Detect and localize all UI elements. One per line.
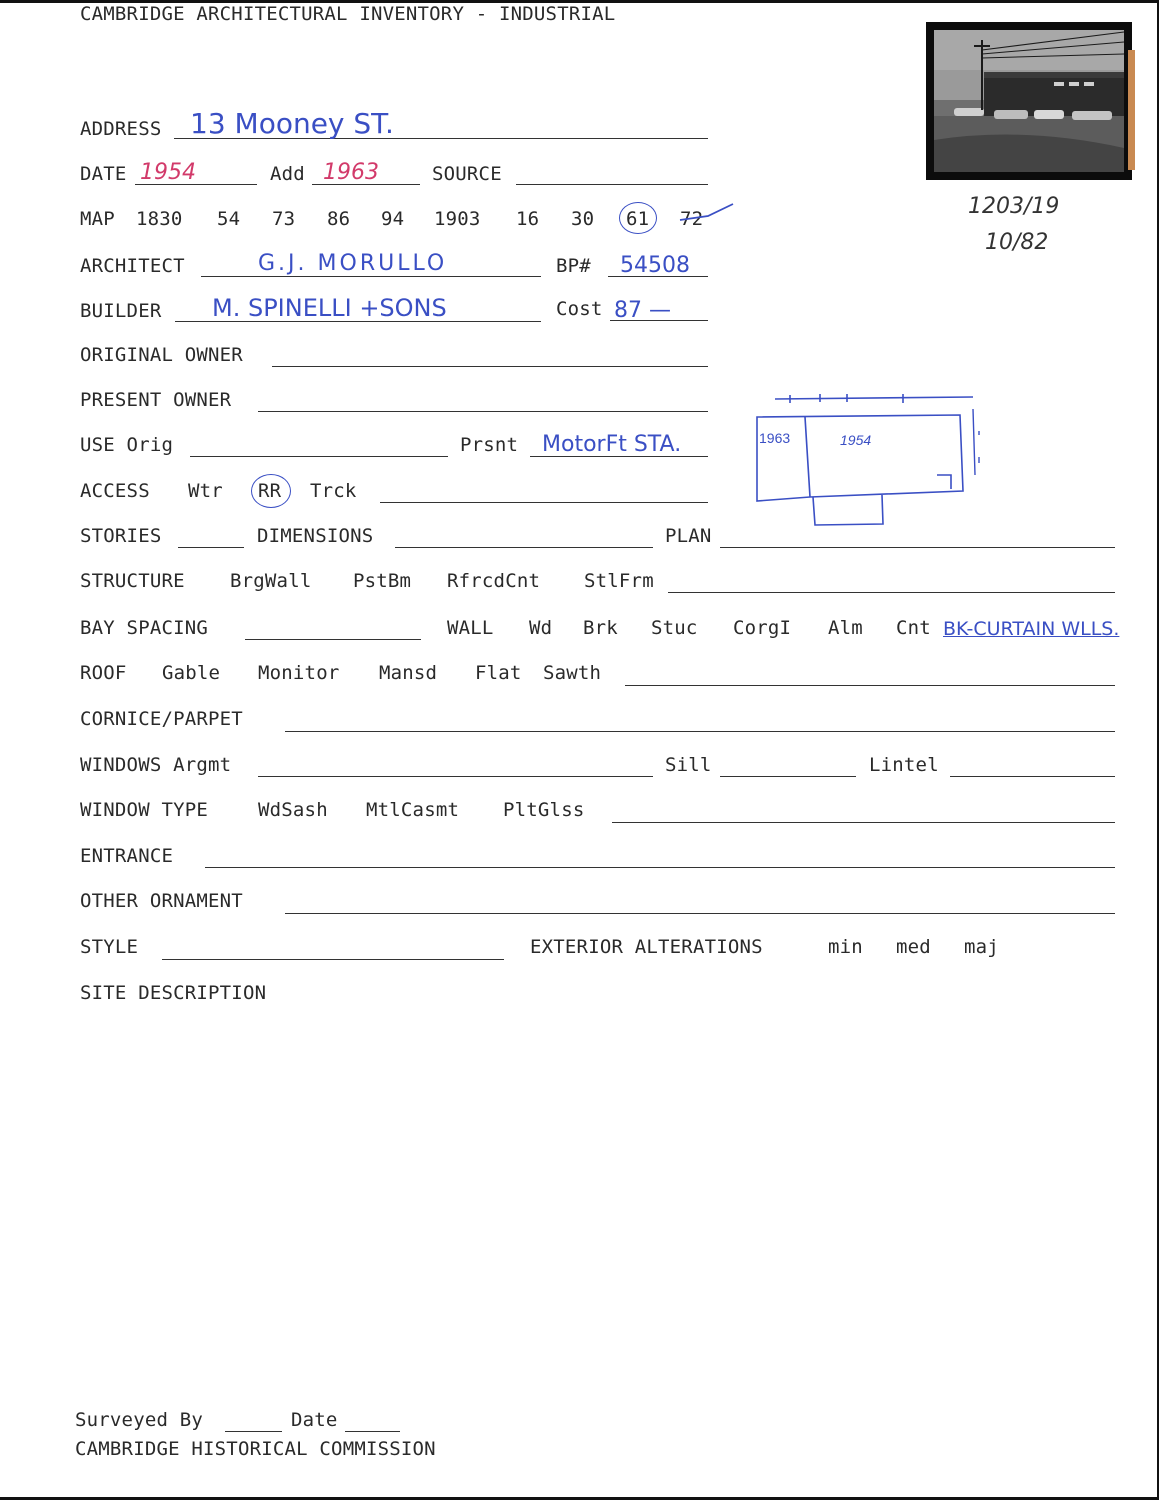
map-year-73[interactable]: 73: [272, 208, 296, 230]
map-year-72[interactable]: 72: [680, 208, 704, 230]
entrance-label: ENTRANCE: [80, 845, 174, 867]
add-label: Add: [270, 163, 305, 185]
stories-line[interactable]: [178, 547, 244, 548]
wall-stuc[interactable]: Stuc: [651, 617, 698, 639]
plan-line[interactable]: [720, 547, 1115, 548]
access-rr-circle: [251, 474, 291, 508]
roof-mansd[interactable]: Mansd: [379, 662, 438, 684]
lintel-label: Lintel: [869, 754, 939, 776]
map-year-86[interactable]: 86: [327, 208, 351, 230]
structure-line[interactable]: [668, 592, 1115, 593]
address-value: 13 Mooney ST.: [190, 107, 394, 140]
building-photo: [926, 22, 1132, 180]
use-orig-label: USE Orig: [80, 434, 174, 456]
cornice-line[interactable]: [285, 731, 1115, 732]
sketch-label-1963: 1963: [759, 430, 791, 446]
bp-label: BP#: [556, 255, 591, 277]
sill-line[interactable]: [720, 776, 856, 777]
add-value: 1963: [323, 160, 379, 185]
prsnt-value: MotorFt STA.: [542, 432, 682, 457]
roof-line[interactable]: [625, 685, 1115, 686]
style-line[interactable]: [162, 959, 504, 960]
architect-line[interactable]: [201, 276, 541, 277]
footer-date-line[interactable]: [345, 1431, 400, 1432]
surveyed-by-label: Surveyed By: [75, 1409, 204, 1431]
wall-alm[interactable]: Alm: [828, 617, 863, 639]
photo-tape: [1128, 50, 1135, 170]
access-label: ACCESS: [80, 480, 150, 502]
access-line[interactable]: [380, 502, 708, 503]
margin-note-1: 1203/19: [968, 194, 1060, 219]
address-label: ADDRESS: [80, 118, 162, 140]
present-owner-line[interactable]: [258, 411, 708, 412]
roof-gable[interactable]: Gable: [162, 662, 221, 684]
map-year-1830[interactable]: 1830: [136, 208, 183, 230]
date-value: 1954: [140, 160, 196, 185]
map-year-54[interactable]: 54: [217, 208, 241, 230]
footer-date-label: Date: [291, 1409, 338, 1431]
prsnt-label: Prsnt: [460, 434, 519, 456]
alteration-med[interactable]: med: [896, 936, 931, 958]
form-title: CAMBRIDGE ARCHITECTURAL INVENTORY - INDUSTRIAL: [80, 3, 616, 25]
structure-brgwall[interactable]: BrgWall: [230, 570, 312, 592]
windows-line[interactable]: [258, 776, 653, 777]
map-year-61[interactable]: 61: [626, 208, 650, 230]
roof-monitor[interactable]: Monitor: [258, 662, 340, 684]
source-line[interactable]: [516, 184, 708, 185]
plan-label: PLAN: [665, 525, 712, 547]
alteration-maj[interactable]: maj: [964, 936, 999, 958]
builder-label: BUILDER: [80, 300, 162, 322]
map-year-30[interactable]: 30: [571, 208, 595, 230]
architect-value: G.J. MORULLO: [258, 251, 448, 276]
other-ornament-label: OTHER ORNAMENT: [80, 890, 243, 912]
architect-label: ARCHITECT: [80, 255, 185, 277]
site-description-label: SITE DESCRIPTION: [80, 982, 267, 1004]
roof-label: ROOF: [80, 662, 127, 684]
dimensions-label: DIMENSIONS: [257, 525, 374, 547]
use-orig-line[interactable]: [190, 456, 448, 457]
stories-label: STORIES: [80, 525, 162, 547]
map-year-94[interactable]: 94: [381, 208, 405, 230]
style-label: STYLE: [80, 936, 139, 958]
wall-cnt[interactable]: Cnt: [896, 617, 931, 639]
original-owner-line[interactable]: [272, 366, 708, 367]
cost-label: Cost: [556, 298, 603, 320]
lintel-line[interactable]: [950, 776, 1115, 777]
builder-value: M. SPINELLI +SONS: [212, 294, 447, 322]
roof-sawth[interactable]: Sawth: [543, 662, 602, 684]
map-label: MAP: [80, 208, 115, 230]
cornice-label: CORNICE/PARPET: [80, 708, 243, 730]
entrance-line[interactable]: [205, 867, 1115, 868]
commission-name: CAMBRIDGE HISTORICAL COMMISSION: [75, 1438, 436, 1460]
other-ornament-line[interactable]: [285, 913, 1115, 914]
present-owner-label: PRESENT OWNER: [80, 389, 232, 411]
margin-note-2: 10/82: [985, 230, 1049, 255]
source-label: SOURCE: [432, 163, 502, 185]
structure-stlfrm[interactable]: StlFrm: [584, 570, 654, 592]
map-year-1903[interactable]: 1903: [434, 208, 481, 230]
windows-label: WINDOWS Argmt: [80, 754, 232, 776]
map-year-61-circle: [619, 202, 657, 234]
photo-image: [934, 30, 1124, 172]
roof-flat[interactable]: Flat: [475, 662, 522, 684]
dimensions-line[interactable]: [395, 547, 653, 548]
bay-spacing-line[interactable]: [245, 639, 421, 640]
window-type-line[interactable]: [612, 822, 1115, 823]
wall-value: BK-CURTAIN WLLS.: [943, 618, 1120, 640]
date-label: DATE: [80, 163, 127, 185]
wall-brk[interactable]: Brk: [583, 617, 618, 639]
map-72-strike-mark: [678, 200, 738, 230]
structure-rfrcdcnt[interactable]: RfrcdCnt: [447, 570, 541, 592]
window-type-mtlcasmt[interactable]: MtlCasmt: [366, 799, 460, 821]
sketch-label-1954: 1954: [840, 432, 872, 448]
bp-value: 54508: [620, 253, 690, 278]
structure-label: STRUCTURE: [80, 570, 185, 592]
alteration-min[interactable]: min: [828, 936, 863, 958]
plan-sketch: [745, 385, 990, 530]
wall-wd[interactable]: Wd: [529, 617, 553, 639]
window-type-wdsash[interactable]: WdSash: [258, 799, 328, 821]
window-type-pltglss[interactable]: PltGlss: [503, 799, 585, 821]
access-trck[interactable]: Trck: [310, 480, 357, 502]
original-owner-label: ORIGINAL OWNER: [80, 344, 243, 366]
access-wtr[interactable]: Wtr: [188, 480, 223, 502]
wall-label: WALL: [447, 617, 494, 639]
cost-value: 87 —: [614, 298, 671, 323]
access-rr[interactable]: RR: [258, 480, 282, 502]
wall-corgi[interactable]: CorgI: [733, 617, 792, 639]
map-year-16[interactable]: 16: [516, 208, 540, 230]
bay-spacing-label: BAY SPACING: [80, 617, 209, 639]
sill-label: Sill: [665, 754, 712, 776]
structure-pstbm[interactable]: PstBm: [353, 570, 412, 592]
exterior-alterations-label: EXTERIOR ALTERATIONS: [530, 936, 763, 958]
surveyed-by-line[interactable]: [225, 1431, 282, 1432]
window-type-label: WINDOW TYPE: [80, 799, 209, 821]
